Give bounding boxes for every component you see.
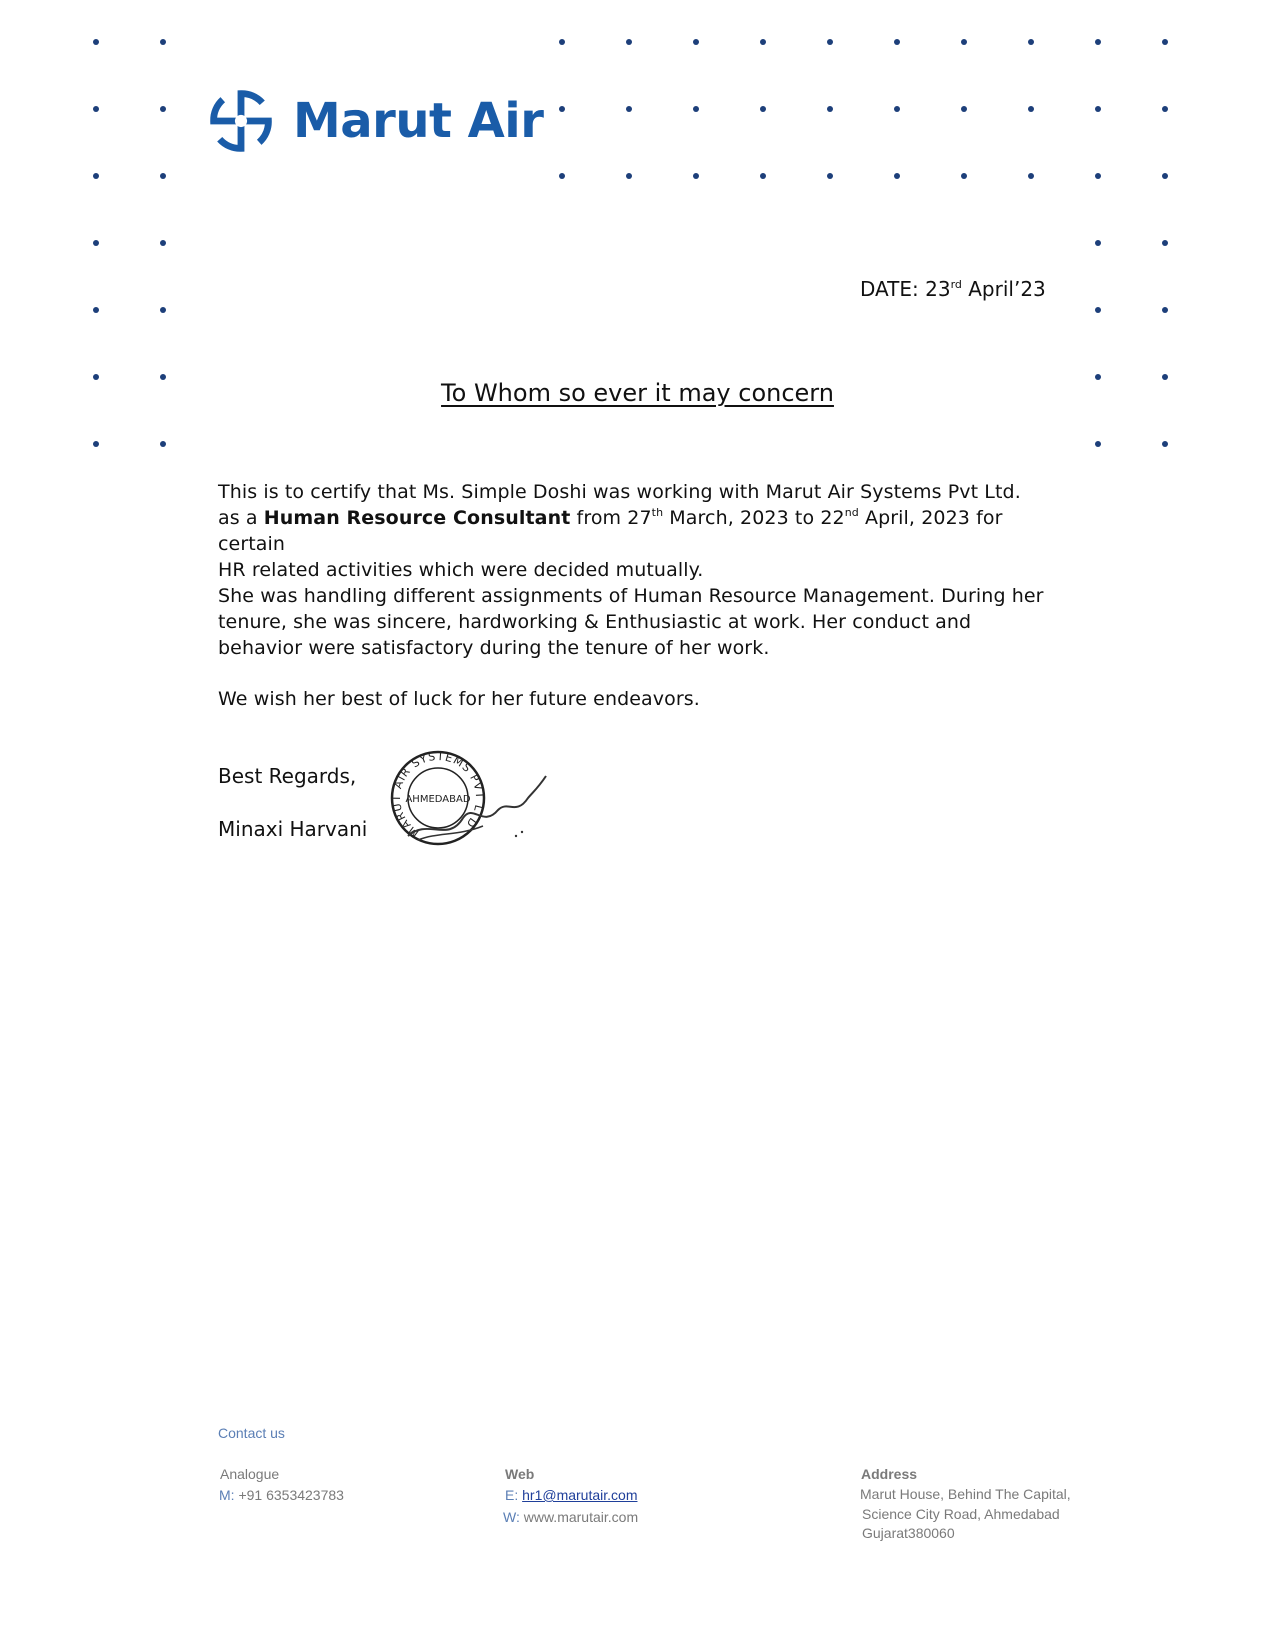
decorative-dot <box>894 106 900 112</box>
decorative-dot <box>93 173 99 179</box>
decorative-dot <box>827 173 833 179</box>
decorative-dot <box>1162 173 1168 179</box>
decorative-dot <box>1095 307 1101 313</box>
decorative-dot <box>827 39 833 45</box>
marut-air-swirl-icon <box>203 83 279 159</box>
paragraph-line: behavior were satisfactory during the tenure of her work. <box>218 637 770 659</box>
decorative-dot <box>160 441 166 447</box>
footer-website: W: www.marutair.com <box>503 1509 639 1525</box>
conduct-paragraph <box>218 583 1058 661</box>
decorative-dot <box>961 39 967 45</box>
email-link[interactable]: hr1@marutair.com <box>522 1487 638 1503</box>
decorative-dot <box>626 106 632 112</box>
decorative-dot <box>1095 39 1101 45</box>
decorative-dot <box>894 39 900 45</box>
decorative-dot <box>961 106 967 112</box>
footer-mobile: M: +91 6353423783 <box>219 1487 344 1503</box>
decorative-dot <box>626 39 632 45</box>
decorative-dot <box>894 173 900 179</box>
paragraph-line: tenure, she was sincere, hardworking & Enthusiastic at work. Her conduct and <box>218 611 972 633</box>
paragraph-line: HR related activities which were decided mutually. <box>218 559 704 581</box>
company-logo <box>203 83 543 159</box>
decorative-dot <box>1095 240 1101 246</box>
closing-regards: Best Regards, <box>218 764 357 788</box>
letter-date: DATE: 23rd April’23 <box>860 277 1046 301</box>
decorative-dot <box>693 173 699 179</box>
decorative-dot <box>1028 173 1034 179</box>
decorative-dot <box>760 173 766 179</box>
decorative-dot <box>1162 441 1168 447</box>
decorative-dot <box>1162 307 1168 313</box>
footer-contact-name: Analogue <box>220 1466 280 1482</box>
decorative-dot <box>1095 106 1101 112</box>
wishes-paragraph: We wish her best of luck for her future endeavors. <box>218 688 700 710</box>
decorative-dot <box>1162 106 1168 112</box>
letter-subject: To Whom so ever it may concern <box>441 379 834 407</box>
footer-address-line: Marut House, Behind The Capital, <box>860 1486 1071 1502</box>
footer-address-line: Gujarat380060 <box>862 1525 955 1541</box>
paragraph-line: She was handling different assignments of Human Resource Management. During her <box>218 585 1044 607</box>
decorative-dot <box>1095 173 1101 179</box>
footer-email: E: hr1@marutair.com <box>505 1487 638 1503</box>
decorative-dot <box>1162 39 1168 45</box>
paragraph-line: as a Human Resource Consultant from 27th March, 2023 to 22nd April, 2023 for certain <box>218 506 1003 555</box>
signer-name: Minaxi Harvani <box>218 817 368 841</box>
decorative-dot <box>93 39 99 45</box>
decorative-dot <box>760 39 766 45</box>
decorative-dot <box>1095 441 1101 447</box>
paragraph-line: This is to certify that Ms. Simple Doshi was working with Marut Air Systems Pvt Ltd. <box>218 481 1021 503</box>
footer-contact-heading: Contact us <box>218 1425 285 1441</box>
decorative-dot <box>160 240 166 246</box>
decorative-dot <box>93 307 99 313</box>
decorative-dot <box>626 173 632 179</box>
decorative-dot <box>1028 39 1034 45</box>
decorative-dot <box>160 106 166 112</box>
decorative-dot <box>961 173 967 179</box>
footer-address-line: Science City Road, Ahmedabad <box>862 1506 1060 1522</box>
decorative-dot <box>693 39 699 45</box>
svg-text:MARUT AIR SYSTEMS PVT LTD: MARUT AIR SYSTEMS PVT LTD <box>390 749 487 840</box>
decorative-dot <box>1162 240 1168 246</box>
decorative-dot <box>160 173 166 179</box>
certification-paragraph <box>218 479 1058 583</box>
decorative-dot <box>559 39 565 45</box>
company-stamp-signature <box>388 748 558 848</box>
decorative-dot <box>93 441 99 447</box>
decorative-dot <box>559 106 565 112</box>
footer-web-heading: Web <box>505 1466 535 1482</box>
svg-text:AHMEDABAD: AHMEDABAD <box>405 794 471 805</box>
company-name: Marut Air <box>293 93 544 149</box>
decorative-dot <box>559 173 565 179</box>
decorative-dot <box>760 106 766 112</box>
decorative-dot <box>160 39 166 45</box>
decorative-dot <box>693 106 699 112</box>
footer-address-heading: Address <box>861 1466 918 1482</box>
decorative-dot <box>1028 106 1034 112</box>
decorative-dot <box>93 106 99 112</box>
decorative-dot <box>827 106 833 112</box>
decorative-dot <box>93 240 99 246</box>
decorative-dot <box>160 307 166 313</box>
